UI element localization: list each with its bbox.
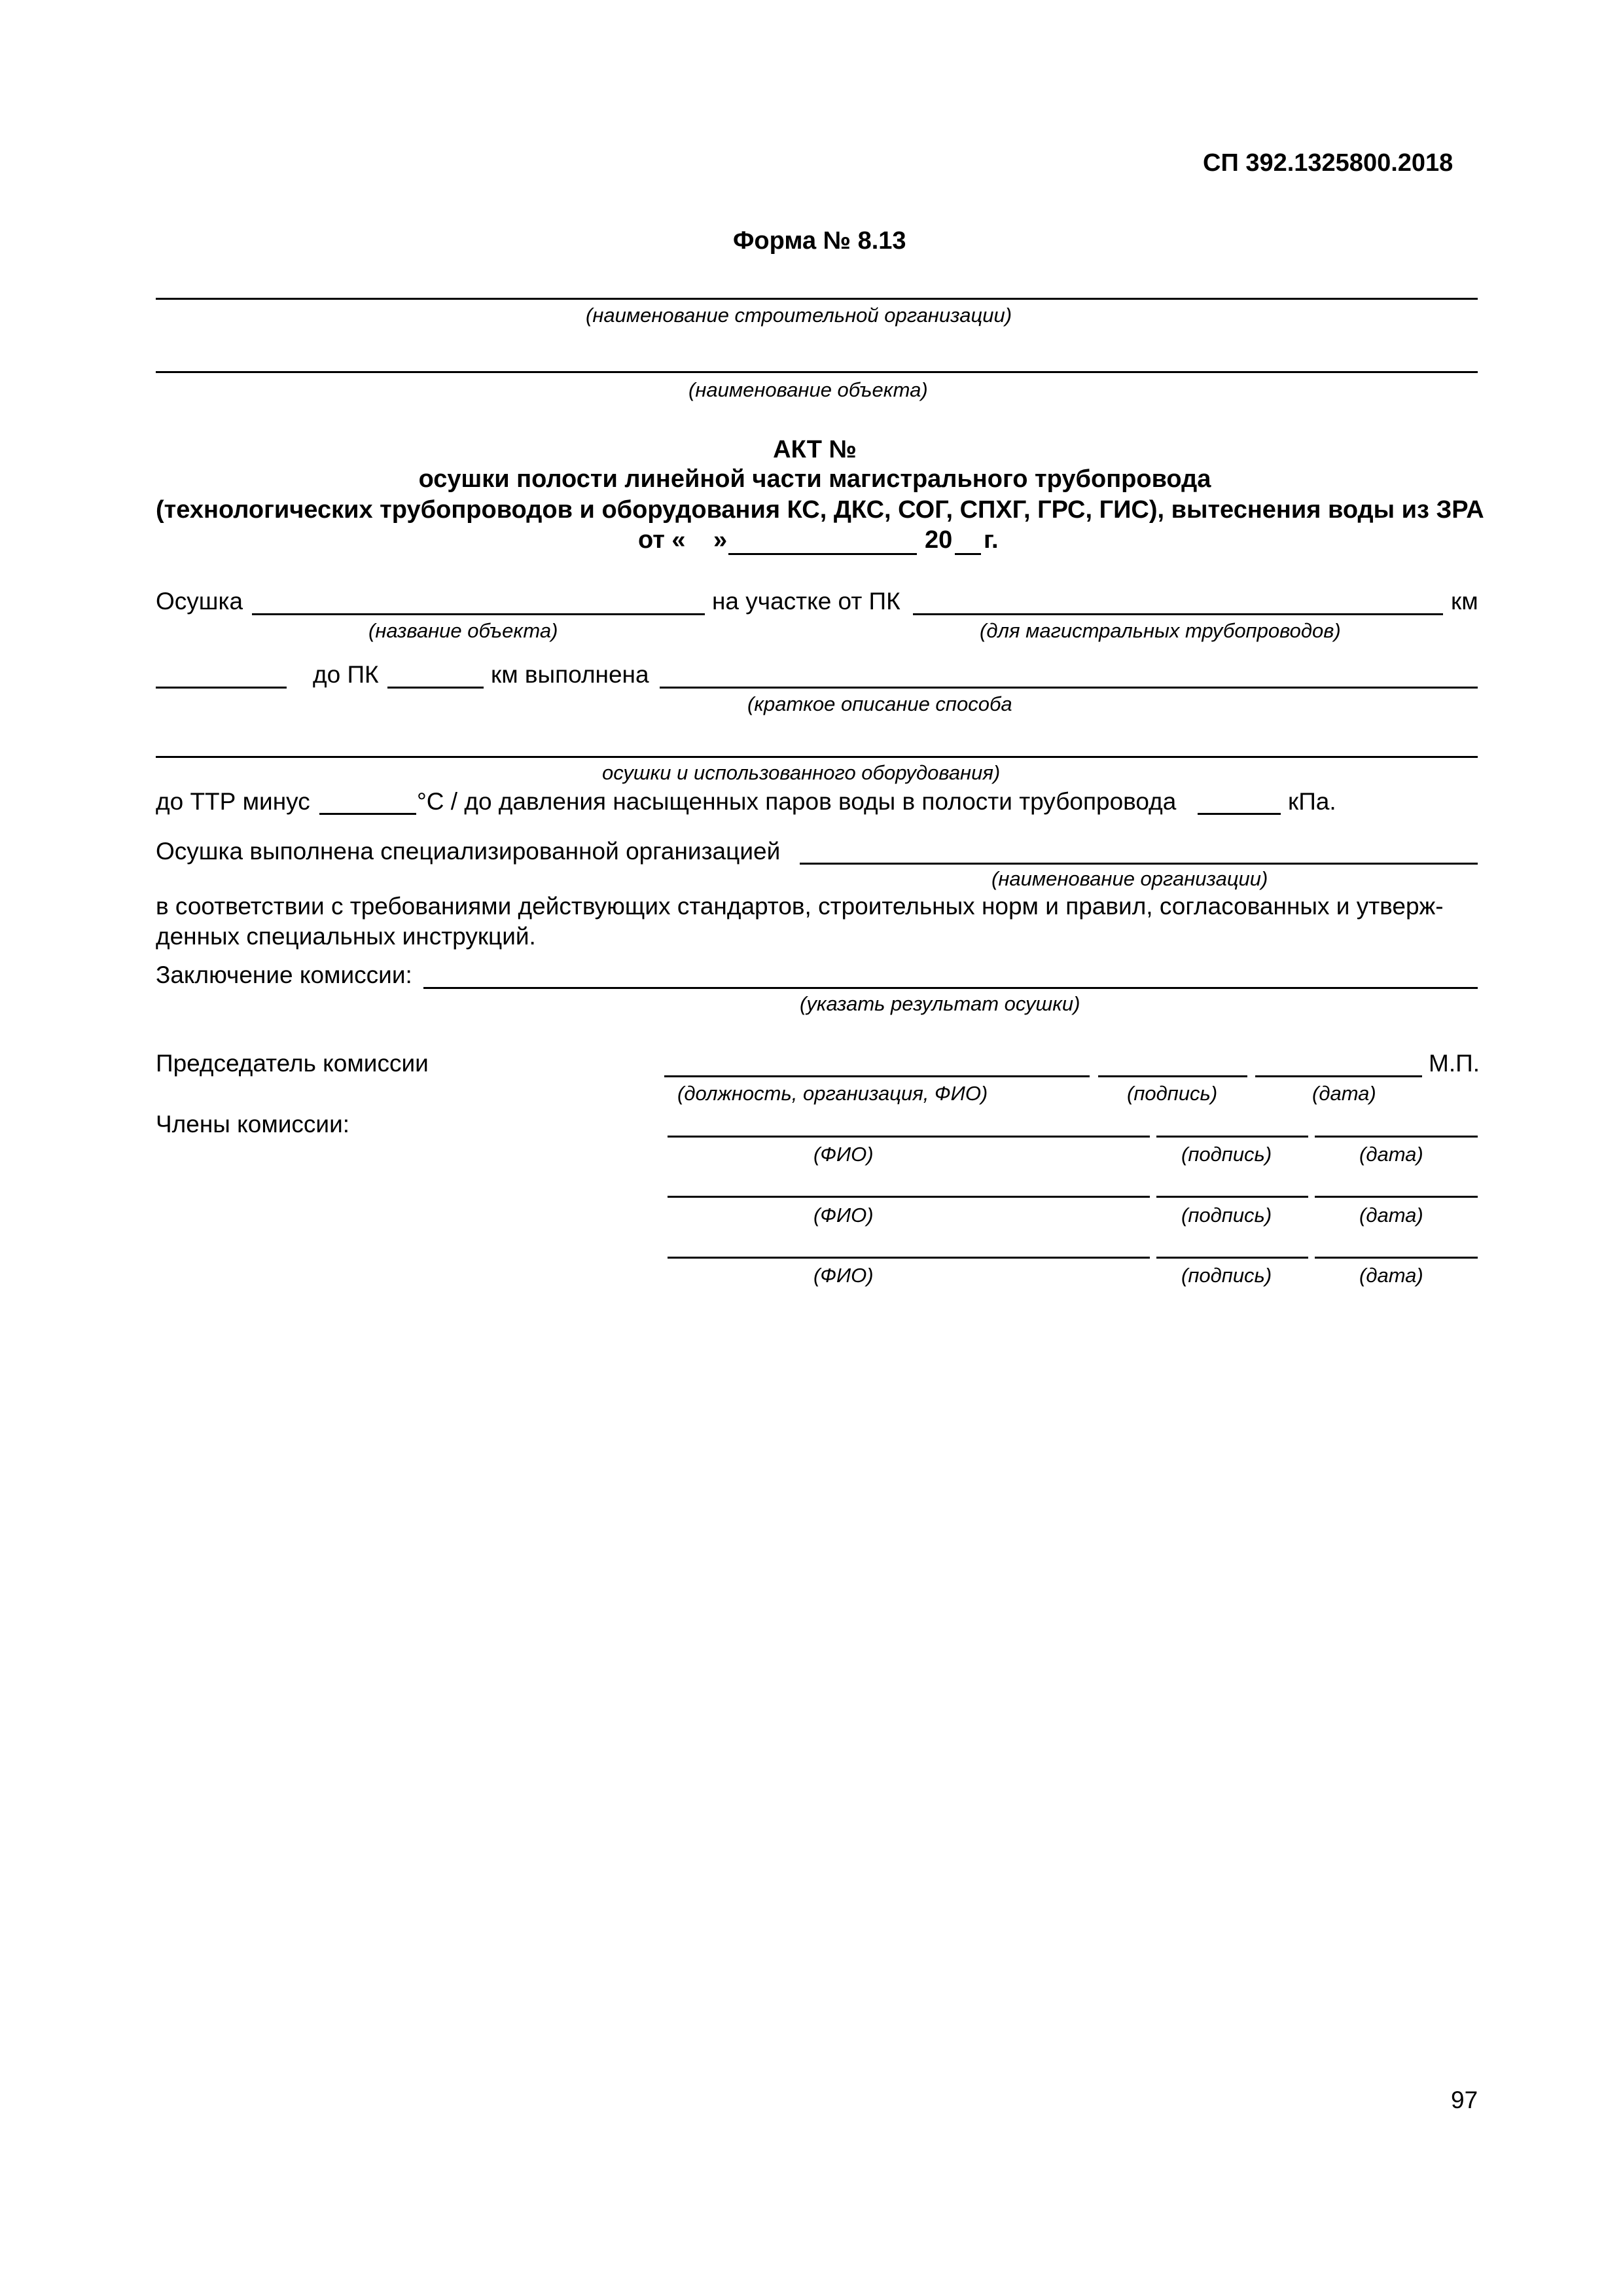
conclusion-line xyxy=(423,987,1478,989)
page-number: 97 xyxy=(1451,2087,1478,2113)
chairman-position-line xyxy=(664,1075,1090,1077)
date-year: 20 xyxy=(925,526,953,554)
method-caption: (краткое описание способа xyxy=(747,692,1012,715)
mainline-caption: (для магистральных трубопроводов) xyxy=(980,619,1341,642)
pressure-text: °С / до давления насыщенных паров воды в полости трубопровода xyxy=(417,788,1177,815)
equipment-caption: осушки и использованного оборудования) xyxy=(602,761,1001,784)
object-title-line xyxy=(252,613,705,615)
date-from: от « xyxy=(638,526,686,554)
org-name-caption: (наименование строительной организации) xyxy=(586,304,1012,327)
pk-from-line xyxy=(913,613,1443,615)
date-quote: » xyxy=(713,526,728,554)
members-label: Члены комиссии: xyxy=(156,1111,350,1138)
chairman-date-caption: (дата) xyxy=(1312,1082,1376,1105)
conclusion-caption: (указать результат осушки) xyxy=(800,992,1080,1015)
member-1-fio-line xyxy=(668,1136,1150,1138)
member-1-date-caption: (дата) xyxy=(1359,1143,1423,1166)
osushka-label: Осушка xyxy=(156,588,243,615)
chairman-sign-line xyxy=(1098,1075,1247,1077)
compliance-text-2: денных специальных инструкций. xyxy=(156,923,536,950)
member-2-sign-caption: (подпись) xyxy=(1181,1204,1272,1227)
conclusion-label: Заключение комиссии: xyxy=(156,961,412,988)
chairman-sign-caption: (подпись) xyxy=(1127,1082,1218,1105)
object-title-caption: (название объекта) xyxy=(368,619,558,642)
act-title: АКТ № xyxy=(773,436,857,463)
km-label: км xyxy=(1451,588,1478,615)
pk-to-line xyxy=(387,687,484,689)
specialized-org-line xyxy=(800,863,1478,865)
date-g: г. xyxy=(984,526,999,554)
org-name-line xyxy=(156,298,1478,300)
member-3-date-line xyxy=(1315,1257,1478,1259)
date-month-line xyxy=(728,553,917,555)
na-uchastke-label: на участке от ПК xyxy=(712,588,901,615)
act-subtitle-2: (технологических трубопроводов и оборудования КС, ДКС, СОГ, СПХГ, ГРС, ГИС), вытеснения воды из ЗРА xyxy=(156,496,1484,524)
km-done-label: км выполнена xyxy=(491,661,649,688)
ttr-line xyxy=(319,813,416,815)
equipment-line xyxy=(156,756,1478,758)
member-2-sign-line xyxy=(1156,1196,1308,1198)
specialized-org-label: Осушка выполнена специализированной организацией xyxy=(156,838,781,865)
member-3-date-caption: (дата) xyxy=(1359,1264,1423,1287)
member-1-date-line xyxy=(1315,1136,1478,1138)
chairman-position-caption: (должность, организация, ФИО) xyxy=(677,1082,988,1105)
member-3-fio-caption: (ФИО) xyxy=(813,1264,874,1287)
ttr-label: до ТТР минус xyxy=(156,788,310,815)
member-1-sign-line xyxy=(1156,1136,1308,1138)
stamp-label: М.П. xyxy=(1429,1050,1480,1077)
member-3-sign-line xyxy=(1156,1257,1308,1259)
act-subtitle: осушки полости линейной части магистрального трубопровода xyxy=(418,465,1211,493)
object-name-line xyxy=(156,371,1478,373)
pressure-line xyxy=(1198,813,1281,815)
object-name-caption: (наименование объекта) xyxy=(688,378,928,401)
member-1-fio-caption: (ФИО) xyxy=(813,1143,874,1166)
member-3-fio-line xyxy=(668,1257,1150,1259)
member-2-date-line xyxy=(1315,1196,1478,1198)
chairman-label: Председатель комиссии xyxy=(156,1050,429,1077)
km-from-line xyxy=(156,687,287,689)
member-3-sign-caption: (подпись) xyxy=(1181,1264,1272,1287)
chairman-date-line xyxy=(1255,1075,1422,1077)
member-1-sign-caption: (подпись) xyxy=(1181,1143,1272,1166)
member-2-fio-caption: (ФИО) xyxy=(813,1204,874,1227)
do-pk-label: до ПК xyxy=(313,661,379,688)
form-number: Форма № 8.13 xyxy=(733,227,906,255)
kpa-label: кПа. xyxy=(1288,788,1336,815)
specialized-org-caption: (наименование организации) xyxy=(991,867,1268,890)
member-2-date-caption: (дата) xyxy=(1359,1204,1423,1227)
method-line xyxy=(660,687,1478,689)
compliance-text-1: в соответствии с требованиями действующих стандартов, строительных норм и правил, согласованных и утверж- xyxy=(156,893,1444,920)
member-2-fio-line xyxy=(668,1196,1150,1198)
date-year-line xyxy=(955,553,981,555)
standard-code: СП 392.1325800.2018 xyxy=(1203,149,1454,177)
